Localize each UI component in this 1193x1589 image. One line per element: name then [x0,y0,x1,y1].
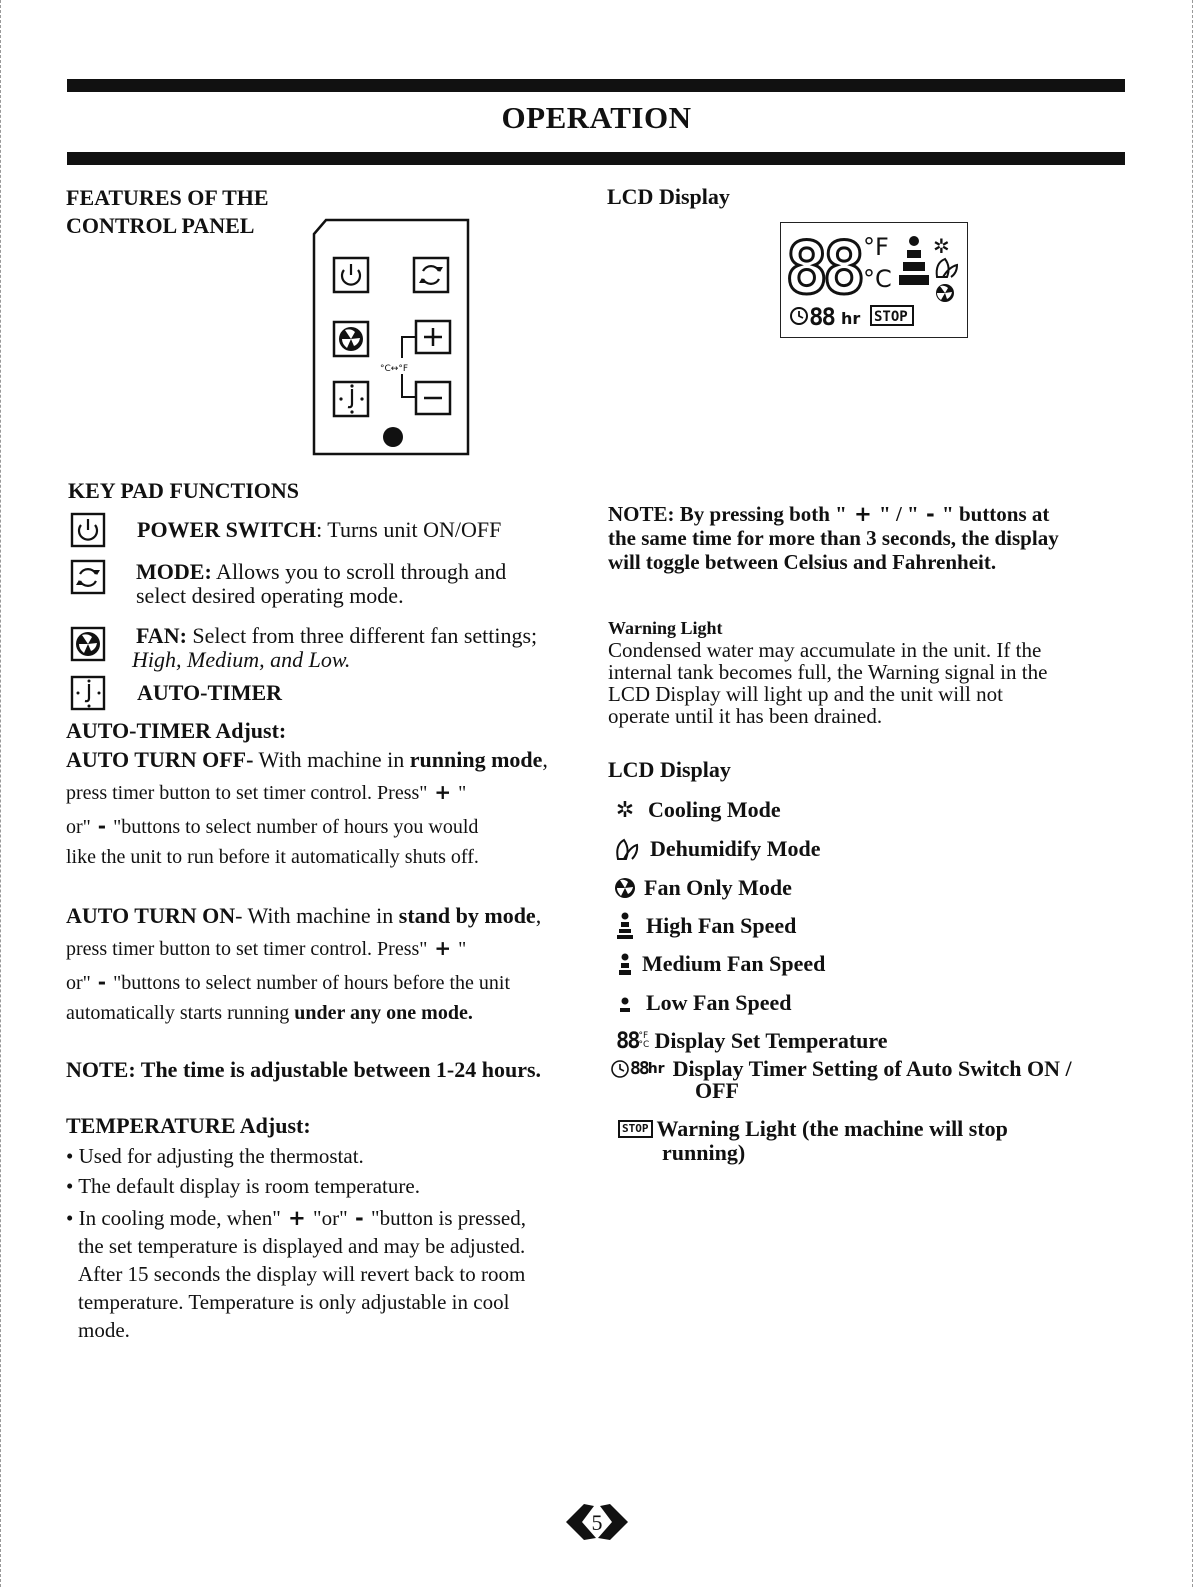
auto-turn-on-block [66,899,606,1026]
legend-warning-line1: Warning Light (the machine will stop [656,1116,1008,1141]
legend-set-temp [616,1028,888,1054]
medium-fan-speed-icon [608,951,642,977]
auto-turn-on-quote: " [458,938,467,960]
legend-cooling-label: Cooling Mode [648,797,781,822]
warning-block [608,618,1138,727]
cooling-icon: ✲ [615,797,635,823]
stop-icon: STOP [618,1120,653,1138]
auto-turn-on-text: - With machine in [235,903,399,928]
keypad-fan-desc: Select from three different fan settings; [186,623,538,648]
temperature-bullet-3-plus: + [280,1206,314,1230]
power-icon [334,258,368,292]
features-heading [66,184,269,240]
warning-heading: Warning Light [608,618,723,638]
legend-medium-label: Medium Fan Speed [642,951,826,976]
legend-fan-only-label: Fan Only Mode [644,875,792,900]
toggle-note-line1a: NOTE: By pressing both " [608,502,847,526]
legend-high-label: High Fan Speed [646,913,797,938]
auto-turn-on-line4: automatically starts running [66,1002,295,1024]
lcd-heading: LCD Display [607,184,730,209]
warning-line4: operate until it has been drained. [608,704,883,728]
auto-turn-on-or: or" [66,972,91,994]
toggle-note-line3: will toggle between Celsius and Fahrenheit. [608,550,997,574]
auto-timer-heading: AUTO-TIMER Adjust: [66,718,287,743]
plus-icon [416,321,450,353]
toggle-note [608,502,1128,574]
auto-turn-on-plus: + [427,936,459,960]
auto-turn-off-mode: running mode [409,747,543,772]
legend-dehumidify-label: Dehumidify Mode [650,836,821,861]
toggle-note-line1c: " buttons at [942,502,1050,526]
legend-low-label: Low Fan Speed [646,990,792,1015]
auto-turn-off-or: or" [66,816,91,838]
legend-high [608,912,796,940]
keypad-fan-desc2: High, Medium, and Low. [132,647,351,672]
auto-turn-on-line4-bold: under any one mode. [294,1002,473,1024]
timer-icon [334,382,368,416]
temperature-bullet-3c: "button is pressed, [371,1206,526,1230]
lcd-digits: 88 [785,226,860,310]
timer-hr-icon: hr [647,1061,665,1077]
legend-timer [610,1058,1072,1102]
keypad-fan-text [132,623,538,672]
page-title: OPERATION [501,100,692,135]
toggle-note-plus: + [846,502,880,526]
header-top-rule [67,79,1125,92]
auto-turn-off-minus: - [90,814,114,838]
fan-only-icon [608,876,642,900]
lcd-unit-f: °F [863,233,889,261]
auto-turn-on-line3: "buttons to select number of hours before the unit [113,972,511,994]
toggle-note-minus: - [918,502,943,526]
header-bottom-rule [67,152,1125,165]
auto-timer-note: NOTE: The time is adjustable between 1-24 hours. [66,1057,542,1082]
page-number-badge [560,1500,634,1544]
auto-turn-off-line2: press timer button to set timer control. Press" [66,782,428,804]
keypad-fan-icon [70,626,106,662]
temperature-bullet-3-line5: mode. [78,1318,130,1342]
lcd-display [780,222,968,338]
auto-turn-off-line3: "buttons to select number of hours you would [113,816,479,838]
mode-icon [414,258,448,292]
keypad-timer-icon [70,675,106,711]
auto-turn-off-quote: " [458,782,467,804]
auto-turn-on-minus: - [90,970,114,994]
timer-digits-icon: 88 [630,1058,648,1079]
keypad-power-label: POWER SWITCH [137,517,317,542]
minus-icon [416,382,450,414]
auto-turn-on-comma: , [535,903,542,928]
keypad-mode-desc2: select desired operating mode. [136,583,404,608]
timer-clock-icon [610,1059,630,1079]
warning-line1: Condensed water may accumulate in the unit. If the [608,638,1042,662]
keypad-mode-icon [70,559,106,595]
lcd-timer-unit: hr [841,309,861,328]
keypad-power-icon [70,512,106,548]
auto-turn-on-label: AUTO TURN ON [66,903,236,928]
lcd-fan-speed-icon [899,236,929,285]
legend-fan-only [608,875,792,901]
warning-light-dot [383,427,403,447]
legend-heading: LCD Display [608,757,731,782]
temperature-bullet-3-line2: the set temperature is displayed and may be adjusted. [78,1234,526,1258]
warning-line3: LCD Display will light up and the unit will not [608,682,1003,706]
legend-cooling [608,797,781,823]
legend-low [608,990,791,1016]
temperature-bullet-3a: • In cooling mode, when" [66,1206,281,1230]
lcd-fan-only-icon [936,284,954,302]
lcd-dehumidify-icon [937,259,957,277]
keypad-heading: KEY PAD FUNCTIONS [68,478,300,503]
high-fan-speed-icon [608,912,642,940]
page-number: 5 [591,1510,603,1535]
toggle-note-line2: the same time for more than 3 seconds, the display [608,526,1059,550]
legend-warning [618,1117,1008,1165]
keypad-mode-text [136,560,506,608]
lcd-clock-icon [791,308,807,324]
set-temp-units-icon: °F °C [638,1031,650,1050]
control-panel-diagram [312,218,474,458]
toggle-note-line1b: " / " [879,502,919,526]
lcd-cooling-icon: ✲ [933,234,950,258]
auto-turn-off-text: With machine in [253,747,410,772]
features-heading-line1: FEATURES OF THE [66,185,269,210]
lcd-unit-c: °C [863,265,892,293]
keypad-mode-desc: Allows you to scroll through and [211,559,507,584]
temperature-bullet-3-line4: temperature. Temperature is only adjustable in cool [78,1290,510,1314]
temperature-bullet-3-line3: After 15 seconds the display will revert back to room [78,1262,526,1286]
auto-turn-off-comma: , [542,747,548,772]
auto-turn-on-mode: stand by mode [398,903,536,928]
legend-dehumidify [608,836,821,862]
low-fan-speed-icon [608,990,642,1016]
keypad-timer-label: AUTO-TIMER [137,680,283,705]
auto-turn-on-line2: press timer button to set timer control. Press" [66,938,428,960]
temperature-bullet-1: • Used for adjusting the thermostat. [66,1144,364,1168]
auto-turn-off-plus: + [427,780,459,804]
legend-timer-line2: OFF [695,1078,739,1103]
temperature-bullets [66,1142,606,1344]
temperature-heading: TEMPERATURE Adjust: [66,1113,311,1138]
keypad-power-desc: : Turns unit ON/OFF [316,517,502,542]
legend-set-temp-label: Display Set Temperature [654,1028,888,1053]
warning-line2: internal tank becomes full, the Warning signal in the [608,660,1048,684]
temperature-bullet-2: • The default display is room temperature. [66,1174,420,1198]
lcd-timer-digits: 88 [809,303,834,331]
auto-turn-off-line4: like the unit to run before it automatically shuts off. [66,846,479,868]
keypad-mode-label: MODE: [136,559,212,584]
auto-turn-off-label: AUTO TURN OFF- [66,747,254,772]
temperature-bullet-3b: "or" [313,1206,348,1230]
keypad-fan-label: FAN: [136,623,187,648]
features-heading-line2: CONTROL PANEL [66,213,255,238]
fan-icon [334,322,368,356]
legend-warning-line2: running) [662,1140,746,1165]
set-temp-digits-icon: 88 [616,1028,639,1054]
legend-timer-line1: Display Timer Setting of Auto Switch ON / [672,1056,1072,1081]
auto-turn-off-block [66,743,596,870]
lcd-stop-label: STOP [874,309,908,325]
legend-medium [608,951,825,977]
temperature-bullet-3-minus: - [347,1206,372,1230]
temp-toggle-label: °C↔°F [380,364,409,374]
dehumidify-icon [608,837,642,861]
keypad-power-text [137,515,501,544]
